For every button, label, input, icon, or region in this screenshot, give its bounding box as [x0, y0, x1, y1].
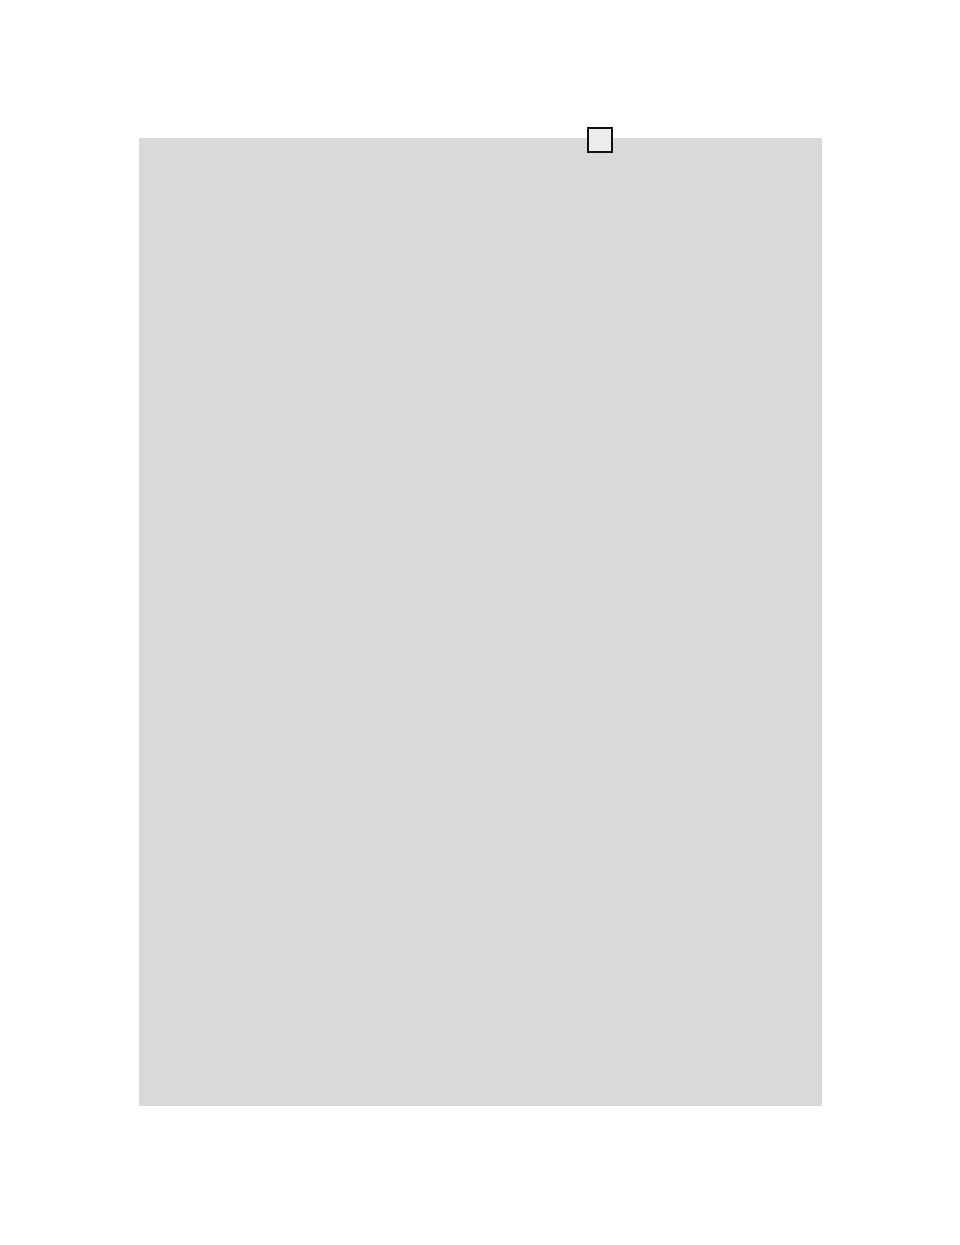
chapter-heading [163, 122, 627, 158]
table-of-contents [163, 96, 627, 160]
chapter-number-box [587, 127, 613, 153]
page-background [139, 138, 822, 1106]
